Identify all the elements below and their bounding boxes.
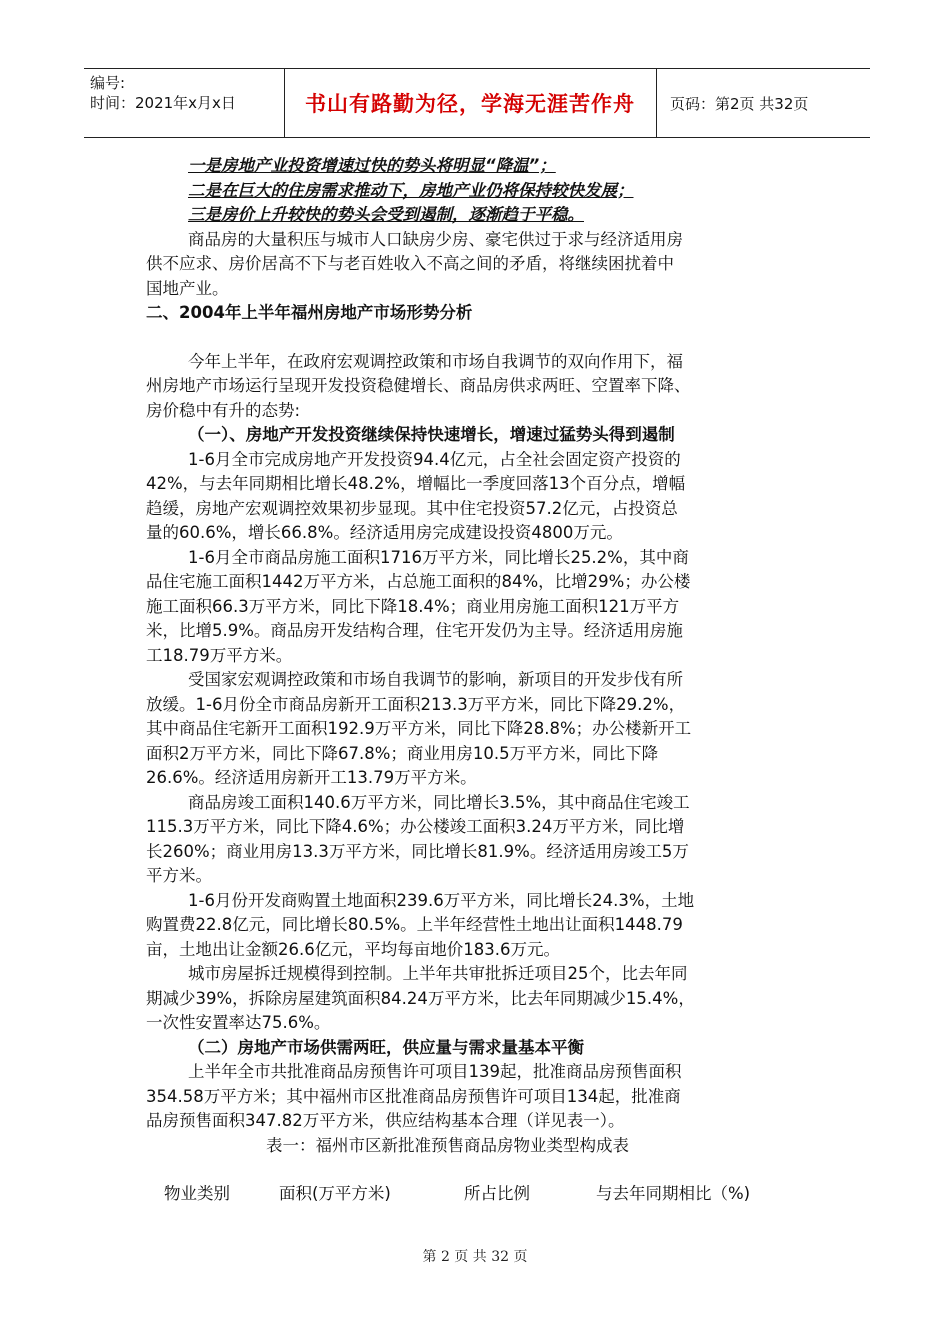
text-line: 购置费22.8亿元，同比增长80.5%。上半年经营性土地出让面积1448.79 bbox=[146, 915, 683, 934]
text-line: 1-6月全市完成房地产开发投资94.4亿元，占全社会固定资产投资的 bbox=[188, 449, 681, 469]
text-line: 354.58万平方米；其中福州市区批准商品房预售许可项目134起，批准商 bbox=[146, 1086, 681, 1106]
text-line: 一是房地产业投资增速过快的势头将明显“降温”； bbox=[188, 156, 556, 175]
table-caption: 表一：福州市区新批准预售商品房物业类型构成表 bbox=[266, 1135, 629, 1155]
text-line: 商品房竣工面积140.6万平方米，同比增长3.5%，其中商品住宅竣工 bbox=[188, 792, 690, 812]
document-body bbox=[146, 154, 810, 1204]
text-line: 量的60.6%，增长66.8%。经济适用房完成建设投资4800万元。 bbox=[146, 523, 623, 542]
text-line: 亩，土地出让金额26.6亿元，平均每亩地价183.6万元。 bbox=[146, 939, 560, 959]
text-line: 商品房的大量积压与城市人口缺房少房、豪宅供过于求与经济适用房 bbox=[188, 229, 683, 249]
text-line: 面积2万平方米，同比下降67.8%；商业用房10.5万平方米，同比下降 bbox=[146, 743, 659, 763]
text-line: 长260%；商业用房13.3万平方米，同比增长81.9%。经济适用房竣工5万 bbox=[146, 841, 689, 861]
text-line: 城市房屋拆迁规模得到控制。上半年共审批拆迁项目25个，比去年同 bbox=[188, 964, 688, 983]
text-line: 供不应求、房价居高不下与老百姓收入不高之间的矛盾，将继续困扰着中 bbox=[146, 254, 674, 273]
table-header-row bbox=[146, 1180, 810, 1204]
page-footer: 第 2 页 共 32 页 bbox=[422, 1249, 528, 1265]
section-heading: （一）、房地产开发投资继续保持快速增长，增速过猛势头得到遏制 bbox=[188, 425, 675, 444]
table-header-cell: 面积(万平方米) bbox=[279, 1184, 391, 1203]
text-line: 115.3万平方米，同比下降4.6%；办公楼竣工面积3.24万平方米，同比增 bbox=[146, 817, 685, 836]
text-line: 受国家宏观调控政策和市场自我调节的影响，新项目的开发步伐有所 bbox=[188, 670, 683, 689]
text-line: 今年上半年，在政府宏观调控政策和市场自我调节的双向作用下，福 bbox=[188, 351, 683, 371]
text-line: 州房地产市场运行呈现开发投资稳健增长、商品房供求两旺、空置率下降、 bbox=[146, 376, 691, 395]
text-line: 品房预售面积347.82万平方米，供应结构基本合理（详见表一）。 bbox=[146, 1111, 625, 1130]
section-heading: 二、2004年上半年福州房地产市场形势分析 bbox=[146, 303, 473, 322]
page-header bbox=[84, 68, 870, 138]
text-line: 施工面积66.3万平方米，同比下降18.4%；商业用房施工面积121万平方 bbox=[146, 596, 680, 616]
text-line: 1-6月全市商品房施工面积1716万平方米，同比增长25.2%，其中商 bbox=[188, 547, 689, 567]
text-line: 一次性安置率达75.6%。 bbox=[146, 1013, 331, 1032]
table-header-cell: 所占比例 bbox=[464, 1184, 530, 1203]
text-line: 1-6月份开发商购置土地面积239.6万平方米，同比增长24.3%，土地 bbox=[188, 890, 695, 910]
text-line: 平方米。 bbox=[146, 866, 212, 885]
table-header-cell: 物业类别 bbox=[164, 1184, 230, 1203]
text-line: 三是房价上升较快的势头会受到遏制，逐渐趋于平稳。 bbox=[188, 205, 584, 224]
text-line bbox=[146, 326, 810, 350]
text-line: 趋缓，房地产宏观调控效果初步显现。其中住宅投资57.2亿元，占投资总 bbox=[146, 498, 678, 518]
header-time-label: 时间：2021年x月x日 bbox=[90, 94, 236, 112]
header-meta bbox=[90, 73, 236, 113]
text-line: 放缓。1-6月份全市商品房新开工面积213.3万平方米，同比下降29.2%， bbox=[146, 694, 686, 714]
header-number-label: 编号: bbox=[90, 74, 126, 92]
header-page-info: 页码：第2页 共32页 bbox=[670, 95, 809, 113]
text-line: 米，比增5.9%。商品房开发结构合理，住宅开发仍为主导。经济适用房施 bbox=[146, 621, 683, 640]
text-line: 期减少39%，拆除房屋建筑面积84.24万平方米，比去年同期减少15.4%， bbox=[146, 988, 695, 1008]
header-divider bbox=[656, 69, 657, 137]
text-line: 42%，与去年同期相比增长48.2%，增幅比一季度回落13个百分点，增幅 bbox=[146, 474, 686, 493]
text-line: 工18.79万平方米。 bbox=[146, 645, 293, 665]
table-header-cell: 与去年同期相比（%) bbox=[596, 1184, 751, 1203]
text-line: 房价稳中有升的态势: bbox=[146, 400, 301, 420]
text-line: 其中商品住宅新开工面积192.9万平方米，同比下降28.8%；办公楼新开工 bbox=[146, 719, 692, 738]
text-line: 26.6%。经济适用房新开工13.79万平方米。 bbox=[146, 768, 477, 787]
text-line: 国地产业。 bbox=[146, 278, 229, 298]
text-line: 品住宅施工面积1442万平方米，占总施工面积的84%，比增29%；办公楼 bbox=[146, 572, 691, 591]
text-line: 上半年全市共批准商品房预售许可项目139起，批准商品房预售面积 bbox=[188, 1062, 682, 1081]
section-heading: （二）房地产市场供需两旺，供应量与需求量基本平衡 bbox=[188, 1037, 584, 1057]
header-motto: 书山有路勤为径，学海无涯苦作舟 bbox=[305, 92, 635, 116]
text-line: 二是在巨大的住房需求推动下，房地产业仍将保持较快发展； bbox=[188, 180, 634, 200]
